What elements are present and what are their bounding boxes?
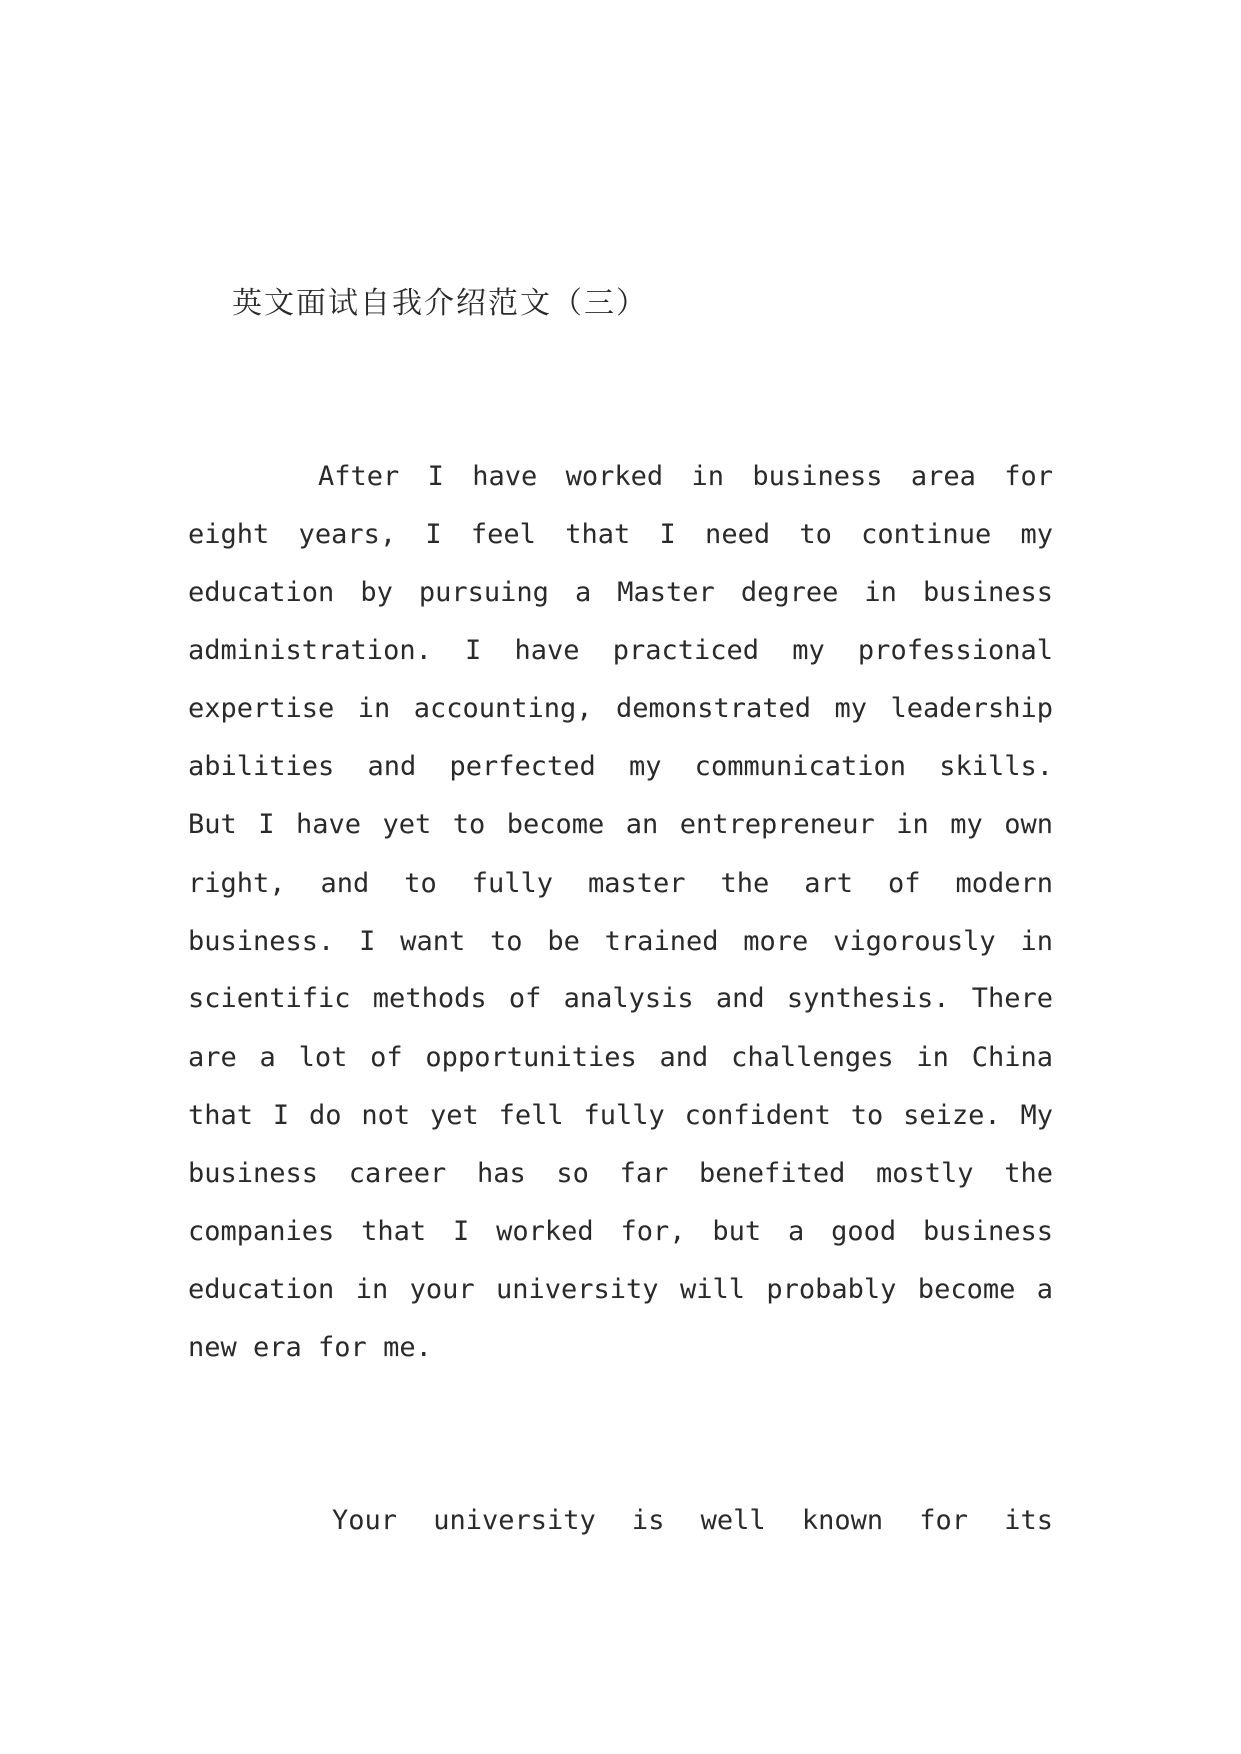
paragraph1-line-11: are a lot of opportunities and challenges in China <box>188 1042 1053 1073</box>
paragraph1-line-16: new era for me. <box>188 1332 432 1363</box>
paragraph1-line-4: administration. I have practiced my professional <box>188 635 1053 666</box>
paragraph1-line-8: right, and to fully master the art of modern <box>188 868 1053 899</box>
paragraph1-line-7: But I have yet to become an entrepreneur in my own <box>188 809 1053 840</box>
paragraph1-line-15: education in your university will probably become a <box>188 1274 1053 1305</box>
paragraph1-line-14: companies that I worked for, but a good business <box>188 1216 1053 1247</box>
paragraph1-line-1: After I have worked in business area for <box>318 461 1053 492</box>
paragraph1-line-2: eight years, I feel that I need to continue my <box>188 519 1053 550</box>
document-title: 英文面试自我介绍范文（三） <box>232 286 648 321</box>
paragraph2-line-1: Your university is well known for its <box>332 1505 1053 1536</box>
paragraph1-line-10: scientific methods of analysis and synthesis. There <box>188 983 1053 1014</box>
paragraph1-line-9: business. I want to be trained more vigorously in <box>188 926 1053 957</box>
paragraph1-line-12: that I do not yet fell fully confident to seize. My <box>188 1100 1053 1131</box>
paragraph1-line-6: abilities and perfected my communication skills. <box>188 751 1053 782</box>
paragraph1-line-5: expertise in accounting, demonstrated my leadership <box>188 693 1053 724</box>
paragraph1-line-3: education by pursuing a Master degree in business <box>188 577 1053 608</box>
paragraph1-line-13: business career has so far benefited mostly the <box>188 1158 1053 1189</box>
